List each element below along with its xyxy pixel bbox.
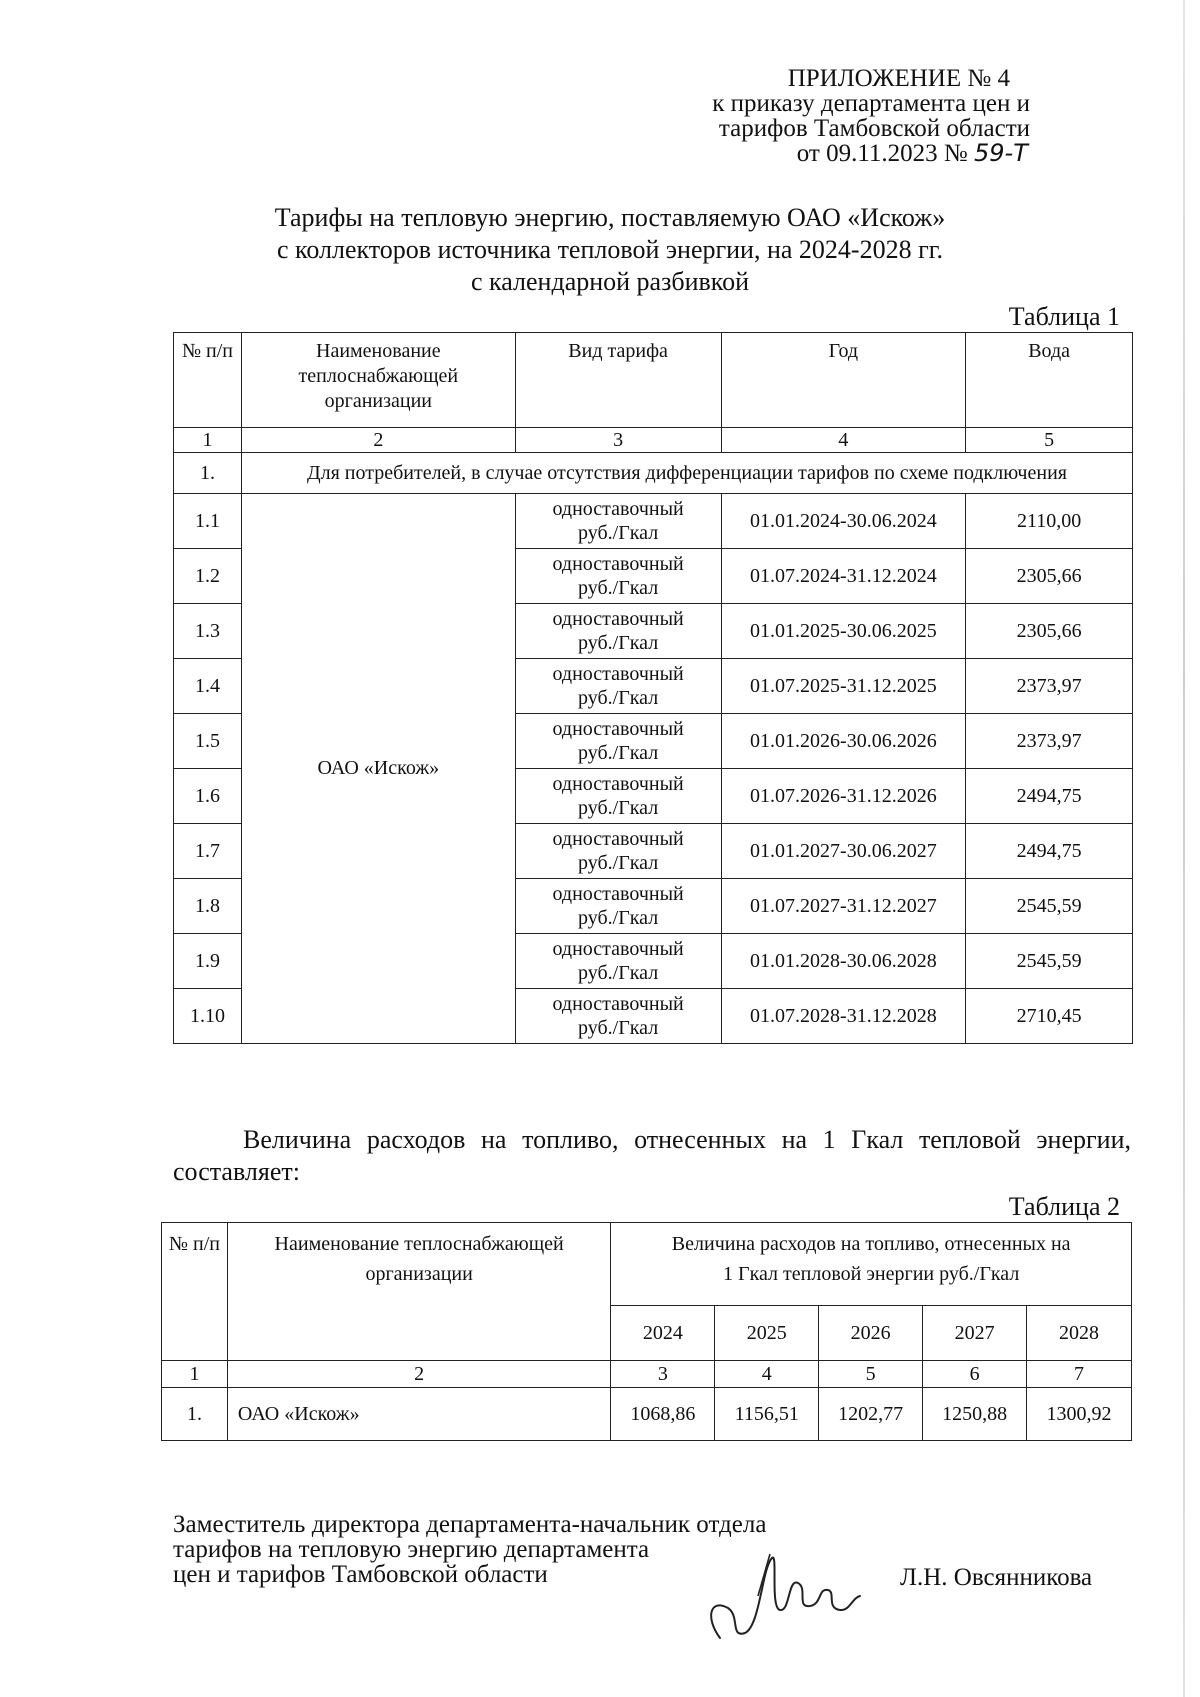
signature-position	[173, 1512, 766, 1587]
signer-name: Л.Н. Овсянникова	[900, 1564, 1093, 1591]
water-value-cell: 2305,66	[966, 549, 1133, 604]
water-value-cell: 2305,66	[966, 604, 1133, 659]
t2-header-num: № п/п	[162, 1223, 228, 1361]
tariff-type: одноставочный	[552, 553, 684, 575]
tariff-unit: руб./Гкал	[578, 742, 659, 764]
tariff-unit: руб./Гкал	[578, 1017, 659, 1039]
year-cell: 2024	[611, 1306, 715, 1361]
t2-header-value-line1: Величина расходов на топливо, отнесенных на	[671, 1233, 1071, 1255]
period-cell: 01.07.2028-31.12.2028	[721, 989, 966, 1044]
t2-value-cell: 1250,88	[923, 1388, 1027, 1441]
row-num: 1.10	[174, 989, 242, 1044]
appendix-line-2: к приказу департамента цен и	[712, 90, 1030, 117]
tariff-type: одноставочный	[552, 498, 684, 520]
table1-index-row	[174, 428, 1133, 453]
year-cell: 2027	[923, 1306, 1027, 1361]
header-num: № п/п	[174, 333, 242, 428]
organization-cell: ОАО «Искож»	[241, 494, 515, 1044]
tariff-type-cell	[515, 769, 721, 824]
appendix-date: от 09.11.2023 №	[796, 140, 968, 167]
tariff-type-cell	[515, 604, 721, 659]
water-value-cell: 2545,59	[966, 934, 1133, 989]
t2-value-cell: 1156,51	[715, 1388, 819, 1441]
tariff-type: одноставочный	[552, 773, 684, 795]
index-cell: 5	[966, 428, 1133, 453]
period-cell: 01.07.2024-31.12.2024	[721, 549, 966, 604]
appendix-header	[610, 66, 1030, 166]
period-cell: 01.01.2028-30.06.2028	[721, 934, 966, 989]
table1-caption: Таблица 1	[1008, 302, 1120, 331]
handwritten-signature-icon	[700, 1538, 870, 1648]
water-value-cell: 2545,59	[966, 879, 1133, 934]
tariff-type-cell	[515, 824, 721, 879]
row-num: 1.7	[174, 824, 242, 879]
signature-line-2: тарифов на тепловую энергию департамента	[173, 1536, 650, 1563]
tariff-type-cell	[515, 989, 721, 1044]
row-num: 1.6	[174, 769, 242, 824]
tariff-unit: руб./Гкал	[578, 962, 659, 984]
handwritten-order-number: 59-Т	[974, 139, 1028, 167]
period-cell: 01.01.2024-30.06.2024	[721, 494, 966, 549]
row-num: 1.9	[174, 934, 242, 989]
index-cell: 3	[611, 1361, 715, 1388]
tariff-unit: руб./Гкал	[578, 797, 659, 819]
tariff-type-cell	[515, 659, 721, 714]
header-year: Год	[721, 333, 966, 428]
table1-header-row	[174, 333, 1133, 428]
tariff-type: одноставочный	[552, 718, 684, 740]
tariff-type: одноставочный	[552, 938, 684, 960]
t2-header-value	[611, 1223, 1132, 1306]
tariff-type: одноставочный	[552, 828, 684, 850]
table1-group-row	[174, 453, 1133, 494]
period-cell: 01.01.2026-30.06.2026	[721, 714, 966, 769]
year-cell: 2025	[715, 1306, 819, 1361]
water-value-cell: 2373,97	[966, 714, 1133, 769]
tariff-type-cell	[515, 879, 721, 934]
water-value-cell: 2494,75	[966, 769, 1133, 824]
tariff-type: одноставочный	[552, 663, 684, 685]
tariff-unit: руб./Гкал	[578, 852, 659, 874]
appendix-date-line	[610, 141, 1030, 166]
tariff-table	[173, 332, 1133, 1044]
period-cell: 01.01.2025-30.06.2025	[721, 604, 966, 659]
index-cell: 1	[162, 1361, 228, 1388]
header-organization: Наименование теплоснабжающей организации	[241, 333, 515, 428]
group-num: 1.	[174, 453, 242, 494]
group-text: Для потребителей, в случае отсутствия дифференциации тарифов по схеме подключения	[241, 453, 1132, 494]
index-cell: 4	[715, 1361, 819, 1388]
row-num: 1.4	[174, 659, 242, 714]
table2-header-row	[162, 1223, 1132, 1306]
t2-row-num: 1.	[162, 1388, 228, 1441]
index-cell: 1	[174, 428, 242, 453]
period-cell: 01.07.2025-31.12.2025	[721, 659, 966, 714]
document-title	[170, 202, 1050, 298]
index-cell: 6	[923, 1361, 1027, 1388]
index-cell: 2	[227, 1361, 610, 1388]
water-value-cell: 2373,97	[966, 659, 1133, 714]
tariff-type: одноставочный	[552, 883, 684, 905]
water-value-cell: 2110,00	[966, 494, 1133, 549]
appendix-title: ПРИЛОЖЕНИЕ № 4	[787, 65, 1010, 92]
table2-data-row	[162, 1388, 1132, 1441]
year-cell: 2026	[819, 1306, 923, 1361]
index-cell: 2	[241, 428, 515, 453]
index-cell: 4	[721, 428, 966, 453]
header-tariff-type: Вид тарифа	[515, 333, 721, 428]
tariff-type: одноставочный	[552, 608, 684, 630]
appendix-line-3: тарифов Тамбовской области	[718, 115, 1030, 142]
period-cell: 01.07.2026-31.12.2026	[721, 769, 966, 824]
t2-value-cell: 1202,77	[819, 1388, 923, 1441]
water-value-cell: 2494,75	[966, 824, 1133, 879]
t2-value-cell: 1068,86	[611, 1388, 715, 1441]
t2-row-organization: ОАО «Искож»	[227, 1388, 610, 1441]
row-num: 1.1	[174, 494, 242, 549]
row-num: 1.3	[174, 604, 242, 659]
tariff-type-cell	[515, 494, 721, 549]
row-num: 1.2	[174, 549, 242, 604]
title-line-1: Тарифы на тепловую энергию, поставляемую ОАО «Искож»	[274, 203, 946, 232]
table2-index-row	[162, 1361, 1132, 1388]
row-num: 1.8	[174, 879, 242, 934]
index-cell: 7	[1027, 1361, 1132, 1388]
signature-line-3: цен и тарифов Тамбовской области	[173, 1561, 548, 1588]
year-cell: 2028	[1027, 1306, 1132, 1361]
water-value-cell: 2710,45	[966, 989, 1133, 1044]
tariff-unit: руб./Гкал	[578, 522, 659, 544]
t2-value-cell: 1300,92	[1027, 1388, 1132, 1441]
signature-line-1: Заместитель директора департамента-начальник отдела	[173, 1511, 767, 1538]
tariff-unit: руб./Гкал	[578, 907, 659, 929]
tariff-row	[174, 494, 1133, 549]
tariff-type: одноставочный	[552, 993, 684, 1015]
fuel-cost-table	[161, 1222, 1132, 1441]
scan-edge-line	[1183, 0, 1185, 1697]
title-line-3: с календарной разбивкой	[470, 267, 750, 296]
tariff-type-cell	[515, 934, 721, 989]
period-cell: 01.01.2027-30.06.2027	[721, 824, 966, 879]
tariff-type-cell	[515, 714, 721, 769]
fuel-paragraph: Величина расходов на топливо, отнесенных на 1 Гкал тепловой энергии, составляет:	[173, 1125, 1131, 1186]
t2-header-organization: Наименование теплоснабжающей организации	[227, 1223, 610, 1361]
period-cell: 01.07.2027-31.12.2027	[721, 879, 966, 934]
table2-caption: Таблица 2	[1008, 1192, 1120, 1221]
index-cell: 3	[515, 428, 721, 453]
table1-body	[174, 494, 1133, 1044]
tariff-type-cell	[515, 549, 721, 604]
tariff-unit: руб./Гкал	[578, 687, 659, 709]
tariff-unit: руб./Гкал	[578, 632, 659, 654]
index-cell: 5	[819, 1361, 923, 1388]
t2-header-value-line2: 1 Гкал тепловой энергии руб./Гкал	[723, 1263, 1020, 1285]
header-water: Вода	[966, 333, 1133, 428]
row-num: 1.5	[174, 714, 242, 769]
tariff-unit: руб./Гкал	[578, 577, 659, 599]
title-line-2: с коллекторов источника тепловой энергии, на 2024-2028 гг.	[277, 235, 943, 264]
